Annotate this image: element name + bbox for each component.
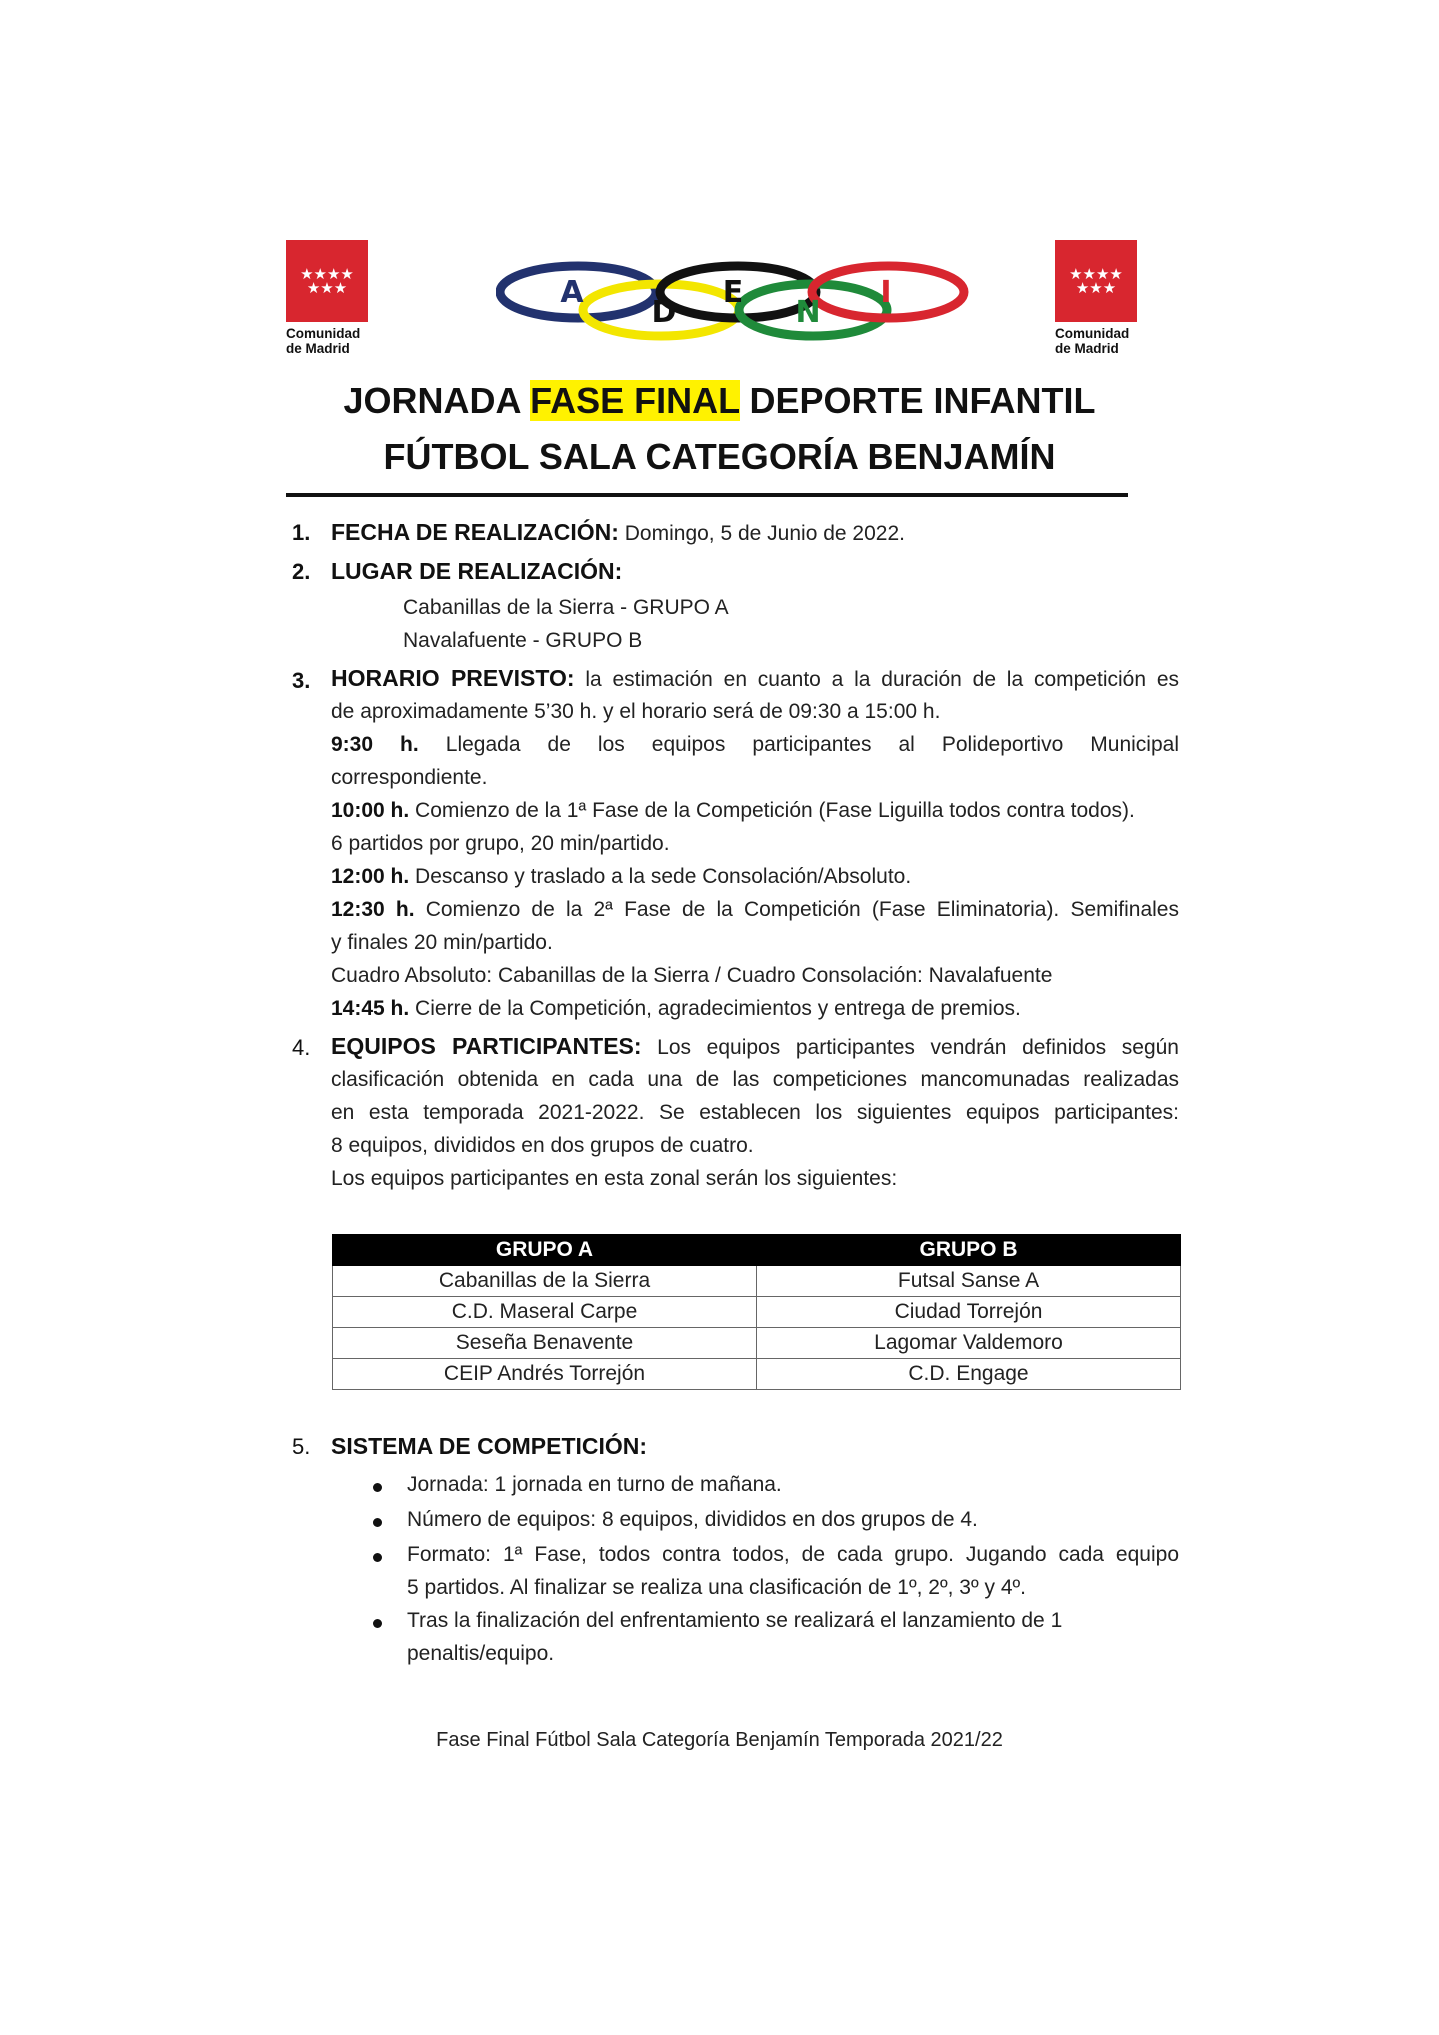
bullet-icon bbox=[373, 1619, 382, 1628]
logo-text-line: Comunidad bbox=[1055, 326, 1130, 341]
column-header: GRUPO B bbox=[757, 1235, 1181, 1266]
bullet-item: Tras la finalización del enfrentamiento se realizará el lanzamiento de 1 bbox=[407, 1609, 1063, 1632]
table-cell: Lagomar Valdemoro bbox=[757, 1328, 1181, 1359]
horario-intro-line: de aproximadamente 5’30 h. y el horario será de 09:30 a 15:00 h. bbox=[331, 700, 941, 723]
table-row bbox=[333, 1328, 1181, 1359]
logo-text-line: de Madrid bbox=[286, 341, 350, 356]
adeni-rings-logo bbox=[496, 252, 970, 346]
section-number: 3. bbox=[292, 668, 311, 693]
schedule-line: correspondiente. bbox=[331, 766, 488, 789]
table-row bbox=[333, 1266, 1181, 1297]
section-number: 2. bbox=[292, 559, 311, 584]
comunidad-madrid-logo-left bbox=[286, 240, 370, 356]
adeni-letter: E bbox=[722, 275, 744, 310]
bullet-item-cont: 5 partidos. Al finalizar se realiza una clasificación de 1º, 2º, 3º y 4º. bbox=[407, 1576, 1026, 1599]
bullet-item: Número de equipos: 8 equipos, divididos en dos grupos de 4. bbox=[407, 1508, 978, 1531]
table-cell: Ciudad Torrejón bbox=[757, 1297, 1181, 1328]
horario-intro-line: HORARIO PREVISTO: la estimación en cuanto a la duración de la competición es bbox=[331, 665, 1179, 691]
section-number: 5. bbox=[292, 1434, 311, 1459]
table-row bbox=[333, 1359, 1181, 1390]
comunidad-madrid-logo-right bbox=[1055, 240, 1139, 356]
page-footer: Fase Final Fútbol Sala Categoría Benjamín Temporada 2021/22 bbox=[436, 1729, 1003, 1751]
schedule-line: 10:00 h. Comienzo de la 1ª Fase de la Competición (Fase Liguilla todos contra todos). bbox=[331, 799, 1135, 822]
logo-text-line: de Madrid bbox=[1055, 341, 1119, 356]
schedule-line: 9:30 h. Llegada de los equipos participantes al Polideportivo Municipal bbox=[331, 733, 1179, 756]
section-sistema: SISTEMA DE COMPETICIÓN: bbox=[331, 1433, 648, 1459]
schedule-line: 12:00 h. Descanso y traslado a la sede Consolación/Absoluto. bbox=[331, 865, 912, 888]
table-row bbox=[333, 1297, 1181, 1328]
equipos-line: clasificación obtenida en cada una de las competiciones mancomunadas realizadas bbox=[331, 1068, 1179, 1091]
cuadro-line: Cuadro Absoluto: Cabanillas de la Sierra / Cuadro Consolación: Navalafuente bbox=[331, 964, 1053, 987]
title-divider bbox=[286, 493, 1128, 497]
equipos-line: Los equipos participantes en esta zonal serán los siguientes: bbox=[331, 1167, 898, 1190]
bullet-item: Jornada: 1 jornada en turno de mañana. bbox=[407, 1473, 782, 1496]
bullet-item: Formato: 1ª Fase, todos contra todos, de cada grupo. Jugando cada equipo bbox=[407, 1543, 1179, 1566]
logo-text-line: Comunidad bbox=[286, 326, 361, 341]
schedule-line: y finales 20 min/partido. bbox=[331, 931, 553, 954]
equipos-line: EQUIPOS PARTICIPANTES: Los equipos participantes vendrán definidos según bbox=[331, 1033, 1179, 1059]
svg-text:★★★★: ★★★★ bbox=[300, 265, 354, 283]
page-title: JORNADA FASE FINAL DEPORTE INFANTIL bbox=[343, 380, 1096, 421]
schedule-line: 14:45 h. Cierre de la Competición, agradecimientos y entrega de premios. bbox=[331, 997, 1021, 1020]
adeni-letter: A bbox=[560, 275, 584, 310]
section-number: 4. bbox=[292, 1035, 311, 1060]
column-header: GRUPO A bbox=[333, 1235, 757, 1266]
adeni-letter: N bbox=[795, 295, 821, 330]
adeni-letter: D bbox=[651, 295, 677, 330]
bullet-icon bbox=[373, 1553, 382, 1562]
place-line: Cabanillas de la Sierra - GRUPO A bbox=[403, 596, 729, 619]
bullet-icon bbox=[373, 1483, 382, 1492]
madrid-stars-icon bbox=[1055, 240, 1137, 322]
bullet-item-cont: penaltis/equipo. bbox=[407, 1642, 555, 1665]
section-number: 1. bbox=[292, 520, 311, 545]
section-fecha: FECHA DE REALIZACIÓN: Domingo, 5 de Junio de 2022. bbox=[331, 519, 905, 545]
table-cell: Cabanillas de la Sierra bbox=[333, 1266, 757, 1297]
teams-table bbox=[332, 1234, 1181, 1390]
table-cell: C.D. Engage bbox=[757, 1359, 1181, 1390]
adeni-letter: I bbox=[880, 275, 892, 310]
table-cell: Seseña Benavente bbox=[333, 1328, 757, 1359]
section-lugar: LUGAR DE REALIZACIÓN: bbox=[331, 558, 623, 584]
svg-text:★★★: ★★★ bbox=[306, 279, 348, 297]
table-cell: CEIP Andrés Torrejón bbox=[333, 1359, 757, 1390]
table-header-row bbox=[333, 1235, 1181, 1266]
page-subtitle: FÚTBOL SALA CATEGORÍA BENJAMÍN bbox=[383, 436, 1056, 477]
madrid-stars-icon bbox=[286, 240, 368, 322]
svg-text:★★★: ★★★ bbox=[1075, 279, 1117, 297]
svg-text:★★★★: ★★★★ bbox=[1069, 265, 1123, 283]
equipos-line: 8 equipos, divididos en dos grupos de cuatro. bbox=[331, 1134, 754, 1157]
bullet-icon bbox=[373, 1518, 382, 1527]
schedule-line: 12:30 h. Comienzo de la 2ª Fase de la Competición (Fase Eliminatoria). Semifinales bbox=[331, 898, 1179, 921]
schedule-line: 6 partidos por grupo, 20 min/partido. bbox=[331, 832, 670, 855]
table-cell: Futsal Sanse A bbox=[757, 1266, 1181, 1297]
table-cell: C.D. Maseral Carpe bbox=[333, 1297, 757, 1328]
place-line: Navalafuente - GRUPO B bbox=[403, 629, 643, 652]
equipos-line: en esta temporada 2021-2022. Se establecen los siguientes equipos participantes: bbox=[331, 1101, 1179, 1124]
title-highlight: FASE FINAL bbox=[530, 380, 740, 421]
